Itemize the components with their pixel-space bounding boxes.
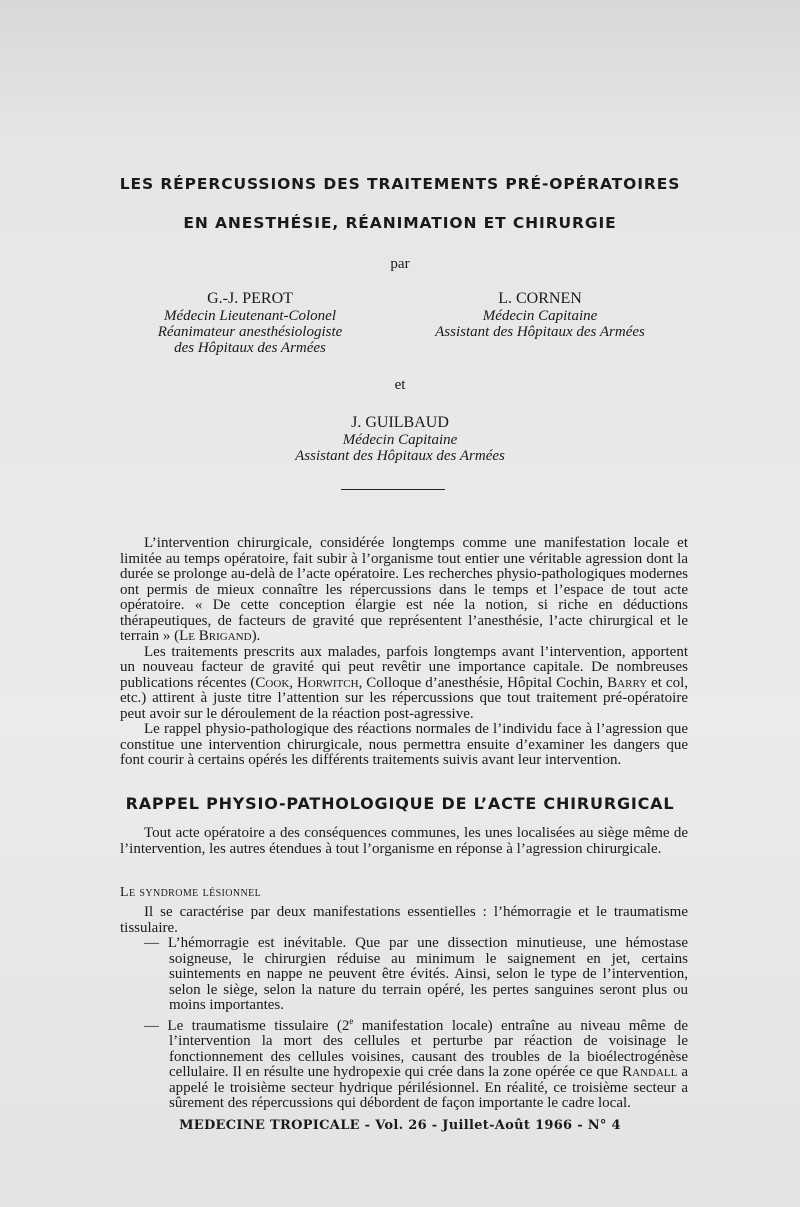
cited-author: Le Brigand [179, 628, 252, 644]
section-paragraph-1: Tout acte opératoire a des conséquences communes, les unes localisées au siège même de l’intervention, les autres étendues à tout l’organisme en réponse à l’agression chirurgicale. [120, 825, 688, 857]
cited-author: Horwitch [297, 674, 359, 691]
text-run: , Colloque d’anesthésie, Hôpital Cochin, [358, 674, 608, 691]
cited-author: Barry [607, 674, 648, 691]
author-role: Assistant des Hôpitaux des Armées [435, 324, 645, 340]
intro-paragraph-2 [120, 645, 688, 723]
author-role: Médecin Capitaine [342, 432, 458, 448]
text-run: L’intervention chirurgicale, considérée longtemps comme une manifestation locale et limitée au temps opératoire, fait subir à l’organisme tout entier une véritable agression dont la durée se prolonge au-delà de l’acte opératoire. Les recherches physio-pathologiques modernes ont permis de mieux connaître les répercussions dans le temps et l’espace de tout acte opératoire. « De cette conception élargie est née la notion, si riche en déductions thérapeutiques, de facteurs de gravité que représentent l’anesthésie, l’acte chirurgical et le terrain » ( [120, 535, 688, 644]
article-title-line-2: EN ANESTHÉSIE, RÉANIMATION ET CHIRURGIE [183, 214, 617, 232]
bullet-trauma [120, 1014, 688, 1112]
author-role: Réanimateur anesthésiologiste [157, 324, 343, 340]
text-run: — Le traumatisme tissulaire (2 [144, 1017, 350, 1034]
author-role: Médecin Capitaine [482, 308, 598, 324]
author-role: Médecin Lieutenant-Colonel [163, 308, 337, 324]
subsection-text [120, 905, 688, 1112]
text-run: Les traitements prescrits aux malades, parfois longtemps avant l’intervention, apportent un nouveau facteur de gravité qui peut revêtir une importance capitale. De nombreuses publications récentes ( [120, 643, 688, 691]
text-run: manifestation locale) entraîne au niveau même de l’intervention la mort des cellules et perturbe par réaction de voisinage le fonctionnement des cellules voisines, causant des troubles de la bioélectrogénèse cellulaire. Il en résulte une hydropexie qui crée dans la zone opérée ce que [169, 1017, 688, 1080]
section-intro [120, 826, 688, 857]
and-label: et [394, 377, 406, 393]
subsection-heading: Le syndrome lésionnel [120, 885, 262, 900]
bullet-hemorrhage: — L’hémorragie est inévitable. Que par une dissection minutieuse, une hémostase soigneuse, le chirurgien réduise au minimum le saignement en jet, certains suintements en nappe ne peuvent être évités. Ainsi, selon le type de l’intervention, selon le siège, selon la nature du terrain opéré, les pertes sanguines seront plus ou moins importantes. [144, 935, 688, 1013]
separator-rule [341, 489, 445, 490]
intro-text [120, 536, 688, 769]
by-label: par [390, 256, 410, 272]
superscript: e [349, 1015, 354, 1026]
section-heading: RAPPEL PHYSIO-PATHOLOGIQUE DE L’ACTE CHIRURGICAL [125, 794, 675, 813]
author-name: J. GUILBAUD [351, 414, 449, 431]
intro-paragraph-1 [120, 536, 688, 645]
text-run: ). [251, 628, 261, 644]
text-run: et col, etc.) attirent à juste titre l’attention sur les répercussions que tout traitement pré-opératoire peut avoir sur le déroulement de la réaction post-agressive. [120, 674, 689, 722]
author-name: L. CORNEN [498, 290, 582, 307]
author-role: des Hôpitaux des Armées [174, 340, 326, 356]
subsection-paragraph: Il se caractérise par deux manifestations essentielles : l’hémorragie et le traumatisme tissulaire. [120, 904, 688, 936]
text-run: a appelé le troisième secteur hydrique périlésionnel. En réalité, ce troisième secteur a sûrement des répercussions qui débordent de façon importante le cadre local. [169, 1064, 688, 1111]
author-block-guilbaud [0, 414, 800, 464]
author-role: Assistant des Hôpitaux des Armées [295, 448, 505, 464]
text-run: , [289, 674, 297, 691]
intro-paragraph-3: Le rappel physio-pathologique des réactions normales de l’individu face à l’agression que constitue une intervention chirurgicale, nous permettra ensuite d’examiner les dangers que font courir à certains opérés les différents traitements suivis avant leur intervention. [120, 721, 688, 768]
author-block-cornen [410, 290, 670, 340]
author-name: G.-J. PEROT [207, 290, 293, 307]
journal-footer: MEDECINE TROPICALE - Vol. 26 - Juillet-Août 1966 - N° 4 [179, 1118, 621, 1133]
article-title-line-1: LES RÉPERCUSSIONS DES TRAITEMENTS PRÉ-OPÉRATOIRES [119, 175, 681, 193]
cited-author: Cook [255, 674, 290, 691]
author-block-perot [120, 290, 380, 356]
cited-author: Randall [622, 1064, 678, 1080]
